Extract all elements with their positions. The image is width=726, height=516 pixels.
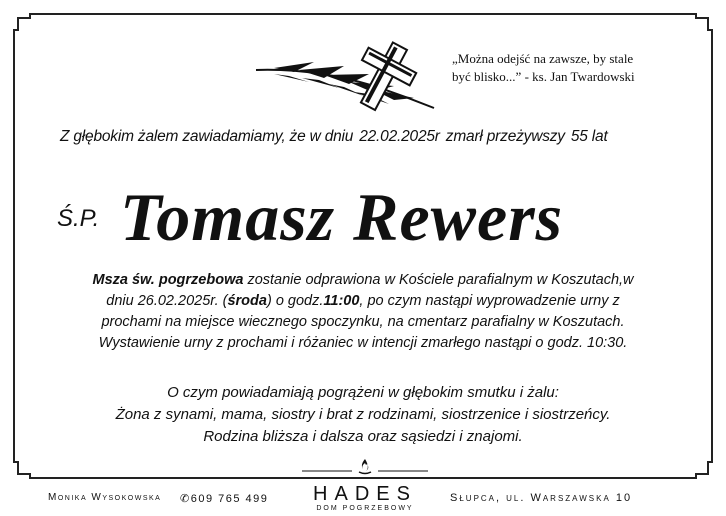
age: 55 lat [570, 128, 608, 145]
mass-line-2-a: dniu 26.02.2025r. ( [106, 293, 228, 309]
footer-person: Monika Wysokowska [48, 492, 162, 503]
death-date: 22.02.2025r [359, 128, 440, 145]
mass-line-2 [40, 291, 686, 312]
mass-line-3: prochami na miejsce wiecznego spoczynku, na cmentarz parafialny w Koszutach. [101, 314, 625, 330]
logo-name: HADES [313, 483, 417, 505]
mass-info [40, 270, 686, 354]
intro-line [60, 128, 608, 146]
mass-day: środa [227, 293, 267, 309]
notice-line-1: O czym powiadamiają pogrążeni w głębokim smutku i żalu: [167, 384, 559, 401]
quote-line-1: „Można odejść na zawsze, by stale [452, 51, 634, 66]
mass-line-4: Wystawienie urny z prochami i różaniec w intencji zmarłego nastąpi o godz. 10:30. [98, 335, 628, 351]
mass-line-1-text: zostanie odprawiona w Kościele parafialnym w Koszutach,w [243, 272, 634, 288]
notice-line-2: Żona z synami, mama, siostry i brat z rodzinami, siostrzenice i siostrzeńcy. [115, 406, 611, 423]
footer-phone: ✆609 765 499 [180, 493, 269, 505]
notice [40, 382, 686, 448]
notice-line-3: Rodzina bliższa i dalsza oraz sąsiedzi i znajomi. [203, 428, 523, 445]
mass-line-2-b: ) o godz. [266, 293, 324, 309]
logo-subtitle: DOM POGRZEBOWY [316, 505, 414, 512]
intro-suffix: zmarł przeżywszy [445, 128, 565, 145]
quote-line-2: być blisko...” - ks. Jan Twardowski [452, 69, 635, 84]
mass-line-2-c: , po czym nastąpi wyprowadzenie urny z [359, 293, 620, 309]
mass-label: Msza św. pogrzebowa [92, 272, 244, 288]
cross-palm-icon [254, 40, 439, 118]
flame-icon [300, 458, 430, 476]
deceased-name: Tomasz Rewers [120, 179, 564, 255]
mass-line-1 [40, 270, 686, 291]
sp-prefix: Ś.P. [57, 205, 100, 232]
quote [452, 50, 712, 86]
intro-prefix: Z głębokim żalem zawiadamiamy, że w dniu [60, 128, 354, 145]
mass-time: 11:00 [323, 293, 360, 309]
hades-logo [300, 458, 430, 512]
footer-address: Słupca, ul. Warszawska 10 [450, 492, 633, 504]
